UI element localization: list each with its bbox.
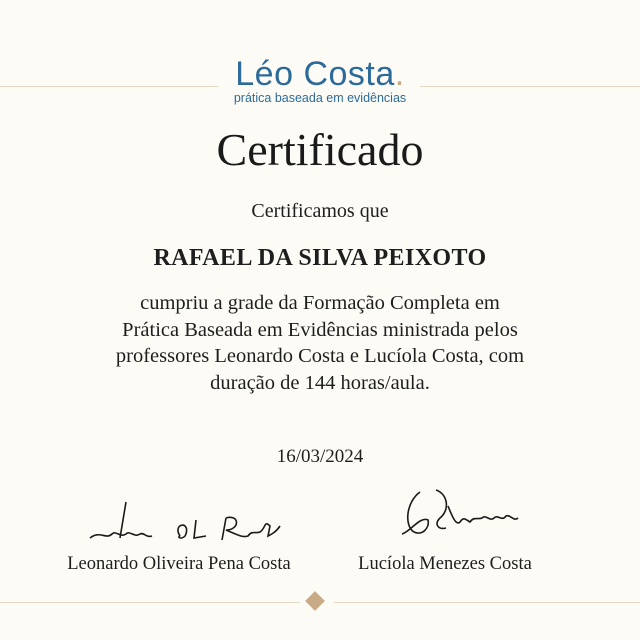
certificate-intro: Certificamos que [251, 200, 389, 222]
bottom-divider-right [334, 602, 640, 603]
diamond-ornament-icon [305, 591, 325, 611]
signatory-name-2: Lucíola Menezes Costa [358, 554, 532, 574]
certificate-date: 16/03/2024 [276, 446, 364, 467]
logo-name: Léo Costa. [235, 55, 405, 93]
body-line: Prática Baseada em Evidências ministrada pelos [122, 318, 518, 341]
certificate-body [60, 290, 580, 396]
recipient-name: RAFAEL DA SILVA PEIXOTO [153, 245, 487, 271]
body-line: duração de 144 horas/aula. [210, 371, 430, 394]
body-line: professores Leonardo Costa e Lucíola Costa, com [115, 345, 525, 367]
top-divider-left [0, 86, 218, 87]
body-line: cumpriu a grade da Formação Completa em [140, 292, 500, 314]
signature-luciola [390, 482, 530, 546]
signature-leonardo [80, 490, 290, 550]
brand-logo [220, 56, 420, 105]
logo-dot: . [394, 55, 405, 93]
signatory-name-1: Leonardo Oliveira Pena Costa [67, 554, 291, 574]
certificate-title: Certificado [216, 124, 424, 175]
top-divider-right [420, 86, 640, 87]
logo-tagline: prática baseada em evidências [233, 91, 407, 105]
bottom-divider-left [0, 602, 300, 603]
